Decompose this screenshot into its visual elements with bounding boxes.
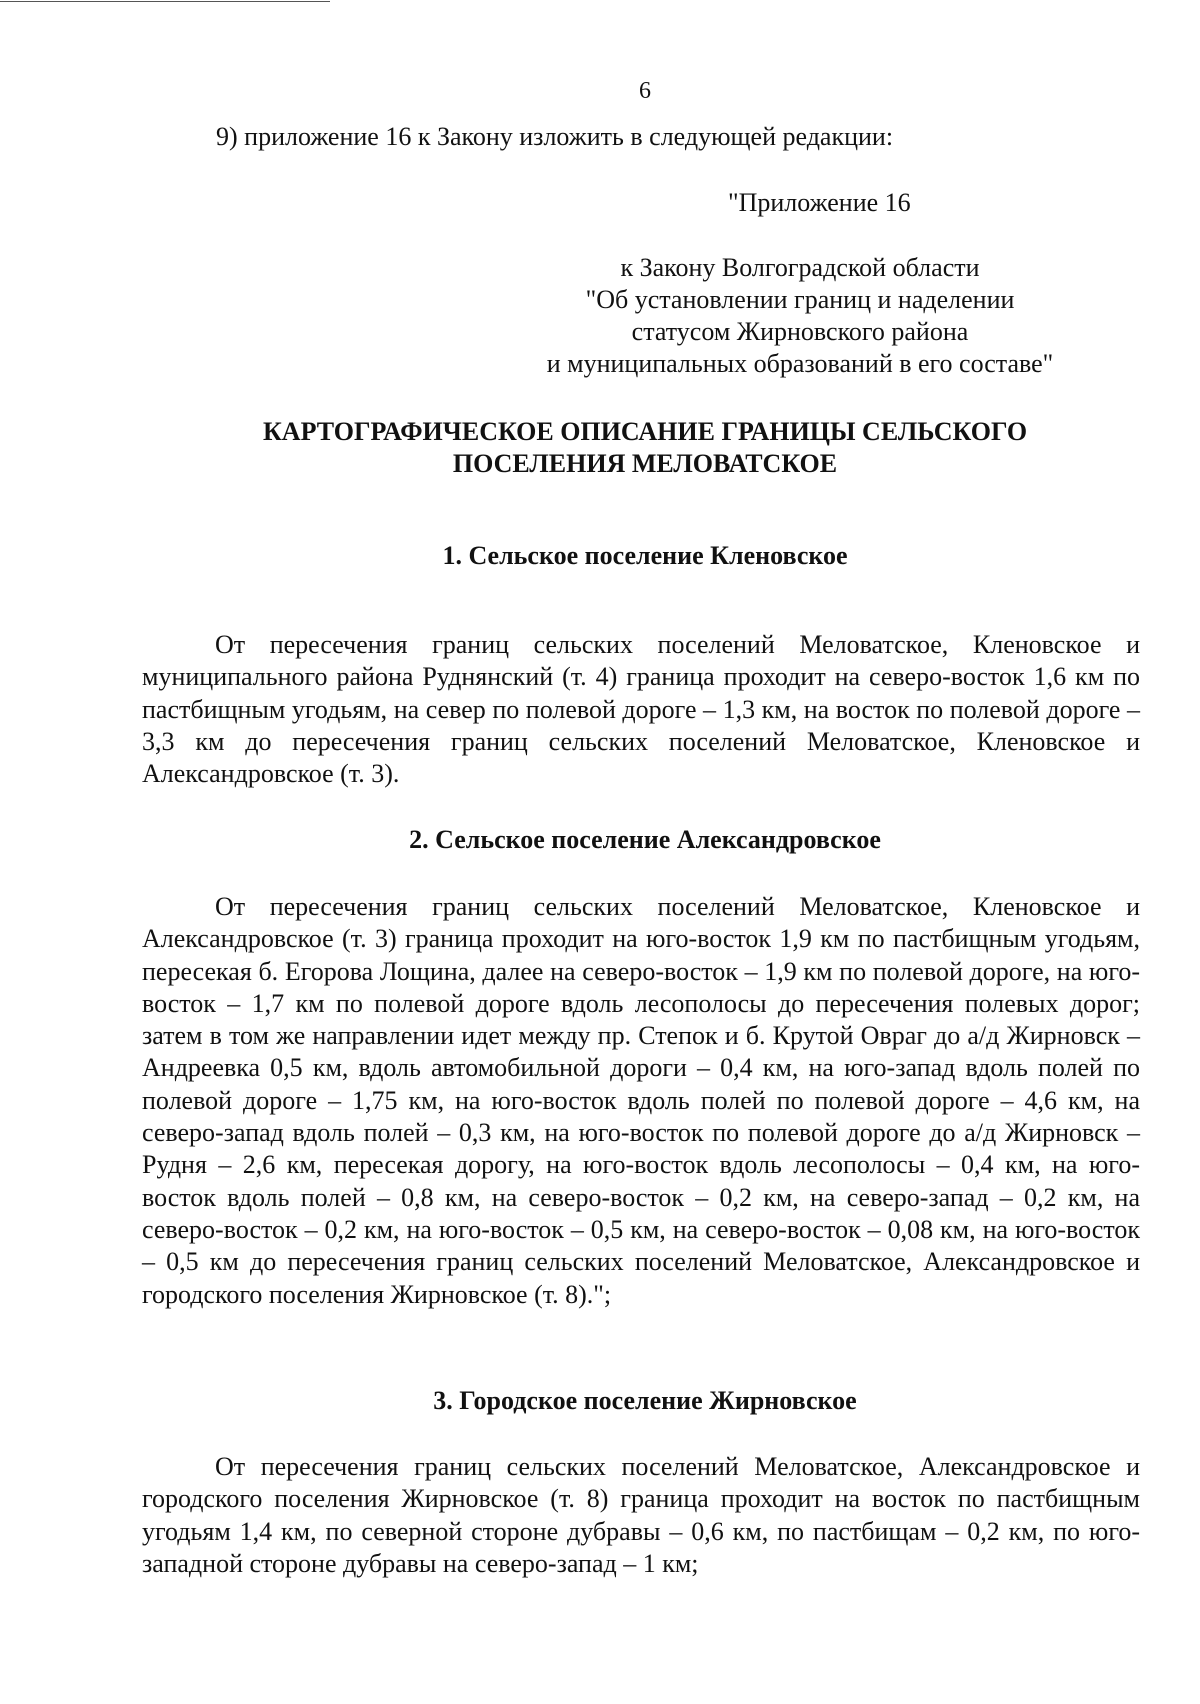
intro-line: 9) приложение 16 к Закону изложить в следующей редакции: [216, 122, 894, 151]
section-heading-1: 1. Сельское поселение Кленовское [442, 541, 848, 570]
document-title-line: ПОСЕЛЕНИЯ МЕЛОВАТСКОЕ [452, 449, 838, 478]
appendix-title: "Приложение 16 [728, 188, 911, 217]
appendix-line: "Об установлении границ и наделении [585, 285, 1015, 314]
section-heading-3: 3. Городское поселение Жирновское [433, 1386, 857, 1415]
section-heading-2: 2. Сельское поселение Александровское [409, 825, 881, 854]
document-title [150, 416, 1140, 480]
appendix-line: и муниципальных образований в его составе" [546, 349, 1054, 378]
section-text-1: От пересечения границ сельских поселений Меловатское, Кленовское и муниципального района Руднянский (т. 4) граница проходит на северо-восток 1,6 км по пастбищным угодьям, на север по полевой дороге – 1,3 км, на восток по полевой дороге – 3,3 км до пересечения границ сельских поселений Меловатское, Кленовское и Александровское (т. 3). [142, 630, 1140, 789]
appendix-line: статусом Жирновского района [631, 317, 969, 346]
appendix-line: к Закону Волгоградской области [620, 253, 980, 282]
appendix-reference [480, 252, 1120, 380]
section-text-2: От пересечения границ сельских поселений Меловатское, Кленовское и Александровское (т. 3) граница проходит на юго-восток 1,9 км по пастбищным угодьям, пересекая б. Егорова Лощина, далее на северо-восток – 1,9 км по полевой дороге, на юго-восток – 1,7 км по полевой дороге вдоль лесополосы до пересечения полевых дорог; затем в том же направлении идет между пр. Степок и б. Крутой Овраг до а/д Жирновск – Андреевка 0,5 км, вдоль автомобильной дороги – 0,4 км, на юго-запад вдоль полей по полевой дороге – 1,75 км, на юго-восток вдоль полей по полевой дороге – 4,6 км, на северо-запад вдоль полей – 0,3 км, на юго-восток по полевой дороге до а/д Жирновск – Рудня – 2,6 км, пересекая дорогу, на юго-восток вдоль лесополосы – 0,4 км, на юго-восток вдоль полей – 0,8 км, на северо-восток – 0,2 км, на северо-запад – 0,2 км, на северо-восток – 0,2 км, на юго-восток – 0,5 км, на северо-восток – 0,08 км, на юго-восток – 0,5 км до пересечения границ сельских поселений Меловатское, Александровское и городского поселения Жирновское (т. 8)."; [142, 892, 1140, 1309]
page-number: 6 [639, 78, 651, 104]
section-text-3: От пересечения границ сельских поселений Меловатское, Александровское и городского поселения Жирновское (т. 8) граница проходит на восток по пастбищным угодьям 1,4 км, по северной стороне дубравы – 0,6 км, по пастбищам – 0,2 км, по юго-западной стороне дубравы на северо-запад – 1 км; [142, 1452, 1140, 1578]
document-title-line: КАРТОГРАФИЧЕСКОЕ ОПИСАНИЕ ГРАНИЦЫ СЕЛЬСКОГО [262, 417, 1028, 446]
